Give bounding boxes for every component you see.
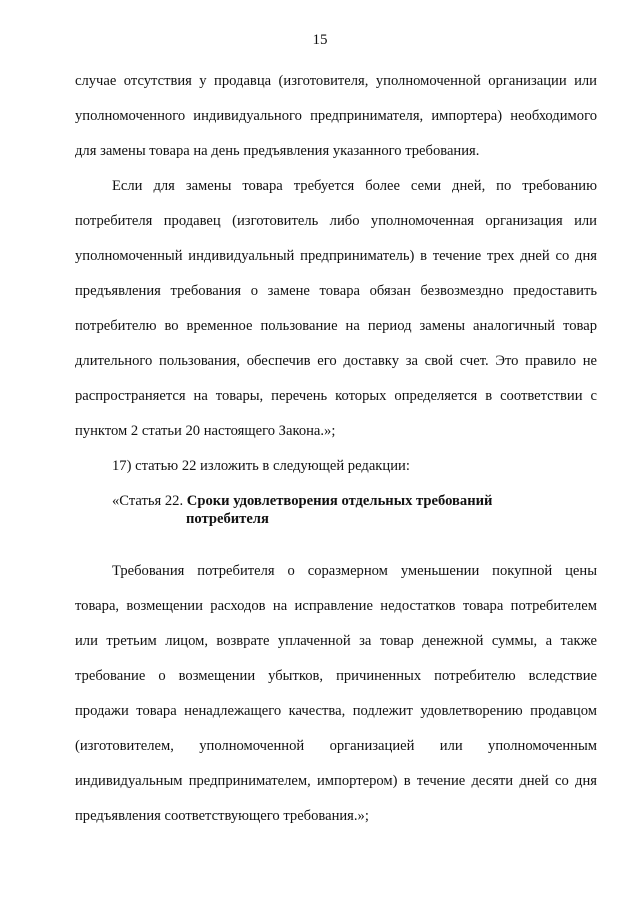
paragraph-2-line: длительного пользования, обеспечив его доставку за свой счет. Это правило не <box>75 353 597 369</box>
paragraph-3-line: или третьим лицом, возврате уплаченной за товар денежной суммы, а также <box>75 633 597 649</box>
paragraph-2-line: уполномоченный индивидуальный предприниматель) в течение трех дней со дня <box>75 248 597 264</box>
article-prefix: «Статья 22. <box>112 493 184 509</box>
paragraph-3-line: (изготовителем, уполномоченной организацией или уполномоченным <box>75 738 597 754</box>
paragraph-1-line: уполномоченного индивидуального предпринимателя, импортера) необходимого <box>75 108 597 124</box>
paragraph-3-line: товара, возмещении расходов на исправление недостатков товара потребителем <box>75 598 597 614</box>
item-17: 17) статью 22 изложить в следующей редакции: <box>112 458 410 474</box>
paragraph-3-line: предъявления соответствующего требования.»; <box>75 808 369 824</box>
article-title-line-2: потребителя <box>186 511 269 527</box>
paragraph-2-line: пунктом 2 статьи 20 настоящего Закона.»; <box>75 423 336 439</box>
paragraph-2-line: предъявления требования о замене товара обязан безвозмездно предоставить <box>75 283 597 299</box>
page-number: 15 <box>312 32 328 48</box>
paragraph-1-line: для замены товара на день предъявления указанного требования. <box>75 143 480 159</box>
paragraph-2-line: потребителя продавец (изготовитель либо уполномоченная организация или <box>75 213 597 229</box>
paragraph-3-line: продажи товара ненадлежащего качества, подлежит удовлетворению продавцом <box>75 703 597 719</box>
paragraph-3-line: индивидуальным предпринимателем, импортером) в течение десяти дней со дня <box>75 773 597 789</box>
paragraph-2-line: Если для замены товара требуется более семи дней, по требованию <box>112 178 597 194</box>
paragraph-3-line: Требования потребителя о соразмерном уменьшении покупной цены <box>112 563 597 579</box>
article-title-continued <box>186 510 597 528</box>
paragraph-2-line: распространяется на товары, перечень которых определяется в соответствии с <box>75 388 597 404</box>
article-title: Сроки удовлетворения отдельных требований <box>186 493 493 509</box>
paragraph-1-line: случае отсутствия у продавца (изготовителя, уполномоченной организации или <box>75 73 597 89</box>
paragraph-3-line: требование о возмещении убытков, причиненных потребителю вследствие <box>75 668 597 684</box>
paragraph-2-line: потребителю во временное пользование на период замены аналогичный товар <box>75 318 597 334</box>
article-heading <box>112 492 597 510</box>
